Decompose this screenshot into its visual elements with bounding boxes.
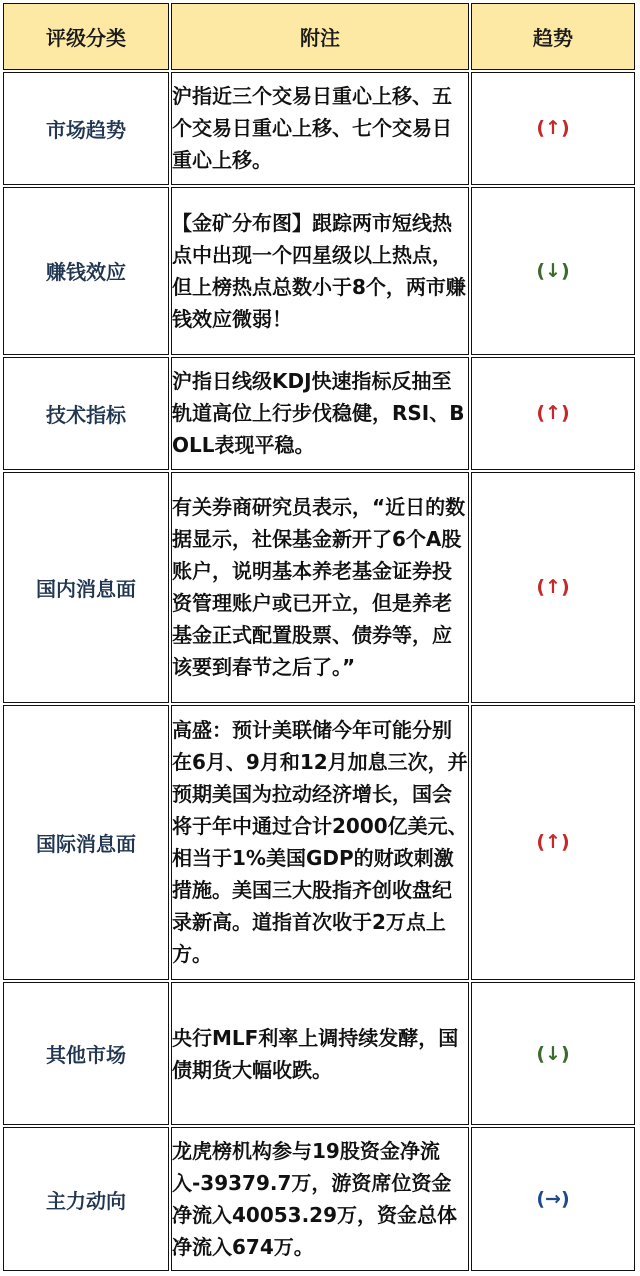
row-note: 央行MLF利率上调持续发酵，国债期货大幅收跌。 bbox=[171, 982, 469, 1126]
trend-up-arrow: (↑) bbox=[471, 472, 635, 703]
row-note: 沪指近三个交易日重心上移、五个交易日重心上移、七个交易日重心上移。 bbox=[171, 72, 469, 185]
header-category: 评级分类 bbox=[3, 3, 169, 70]
header-row bbox=[3, 3, 635, 70]
trend-up-arrow: (↑) bbox=[471, 357, 635, 470]
row-category: 技术指标 bbox=[3, 357, 169, 470]
row-category: 赚钱效应 bbox=[3, 187, 169, 355]
table-row bbox=[3, 72, 635, 185]
trend-right-arrow: (→) bbox=[471, 1127, 635, 1271]
row-note: 有关券商研究员表示，“近日的数据显示，社保基金新开了6个A股账户，说明基本养老基金证券投资管理账户或已开立，但是养老基金正式配置股票、债券等，应该要到春节之后了。” bbox=[171, 472, 469, 703]
row-category: 市场趋势 bbox=[3, 72, 169, 185]
table-row bbox=[3, 187, 635, 355]
row-note: 【金矿分布图】跟踪两市短线热点中出现一个四星级以上热点，但上榜热点总数小于8个，两市赚钱效应微弱！ bbox=[171, 187, 469, 355]
rating-table bbox=[1, 1, 637, 1273]
trend-up-arrow: (↑) bbox=[471, 72, 635, 185]
table-row bbox=[3, 705, 635, 980]
table-row bbox=[3, 357, 635, 470]
row-note: 龙虎榜机构参与19股资金净流入-39379.7万，游资席位资金净流入40053.29万，资金总体净流入674万。 bbox=[171, 1127, 469, 1271]
trend-down-arrow: (↓) bbox=[471, 187, 635, 355]
table-row bbox=[3, 1127, 635, 1271]
row-note: 高盛：预计美联储今年可能分别在6月、9月和12月加息三次，并预期美国为拉动经济增长，国会将于年中通过合计2000亿美元、相当于1%美国GDP的财政刺激措施。美国三大股指齐创收盘纪录新高。道指首次收于2万点上方。 bbox=[171, 705, 469, 980]
row-category: 国际消息面 bbox=[3, 705, 169, 980]
table-row bbox=[3, 982, 635, 1126]
trend-down-arrow: (↓) bbox=[471, 982, 635, 1126]
row-category: 国内消息面 bbox=[3, 472, 169, 703]
row-category: 其他市场 bbox=[3, 982, 169, 1126]
row-note: 沪指日线级KDJ快速指标反抽至轨道高位上行步伐稳健，RSI、BOLL表现平稳。 bbox=[171, 357, 469, 470]
header-trend: 趋势 bbox=[471, 3, 635, 70]
table-row bbox=[3, 472, 635, 703]
header-note: 附注 bbox=[171, 3, 469, 70]
row-category: 主力动向 bbox=[3, 1127, 169, 1271]
trend-up-arrow: (↑) bbox=[471, 705, 635, 980]
